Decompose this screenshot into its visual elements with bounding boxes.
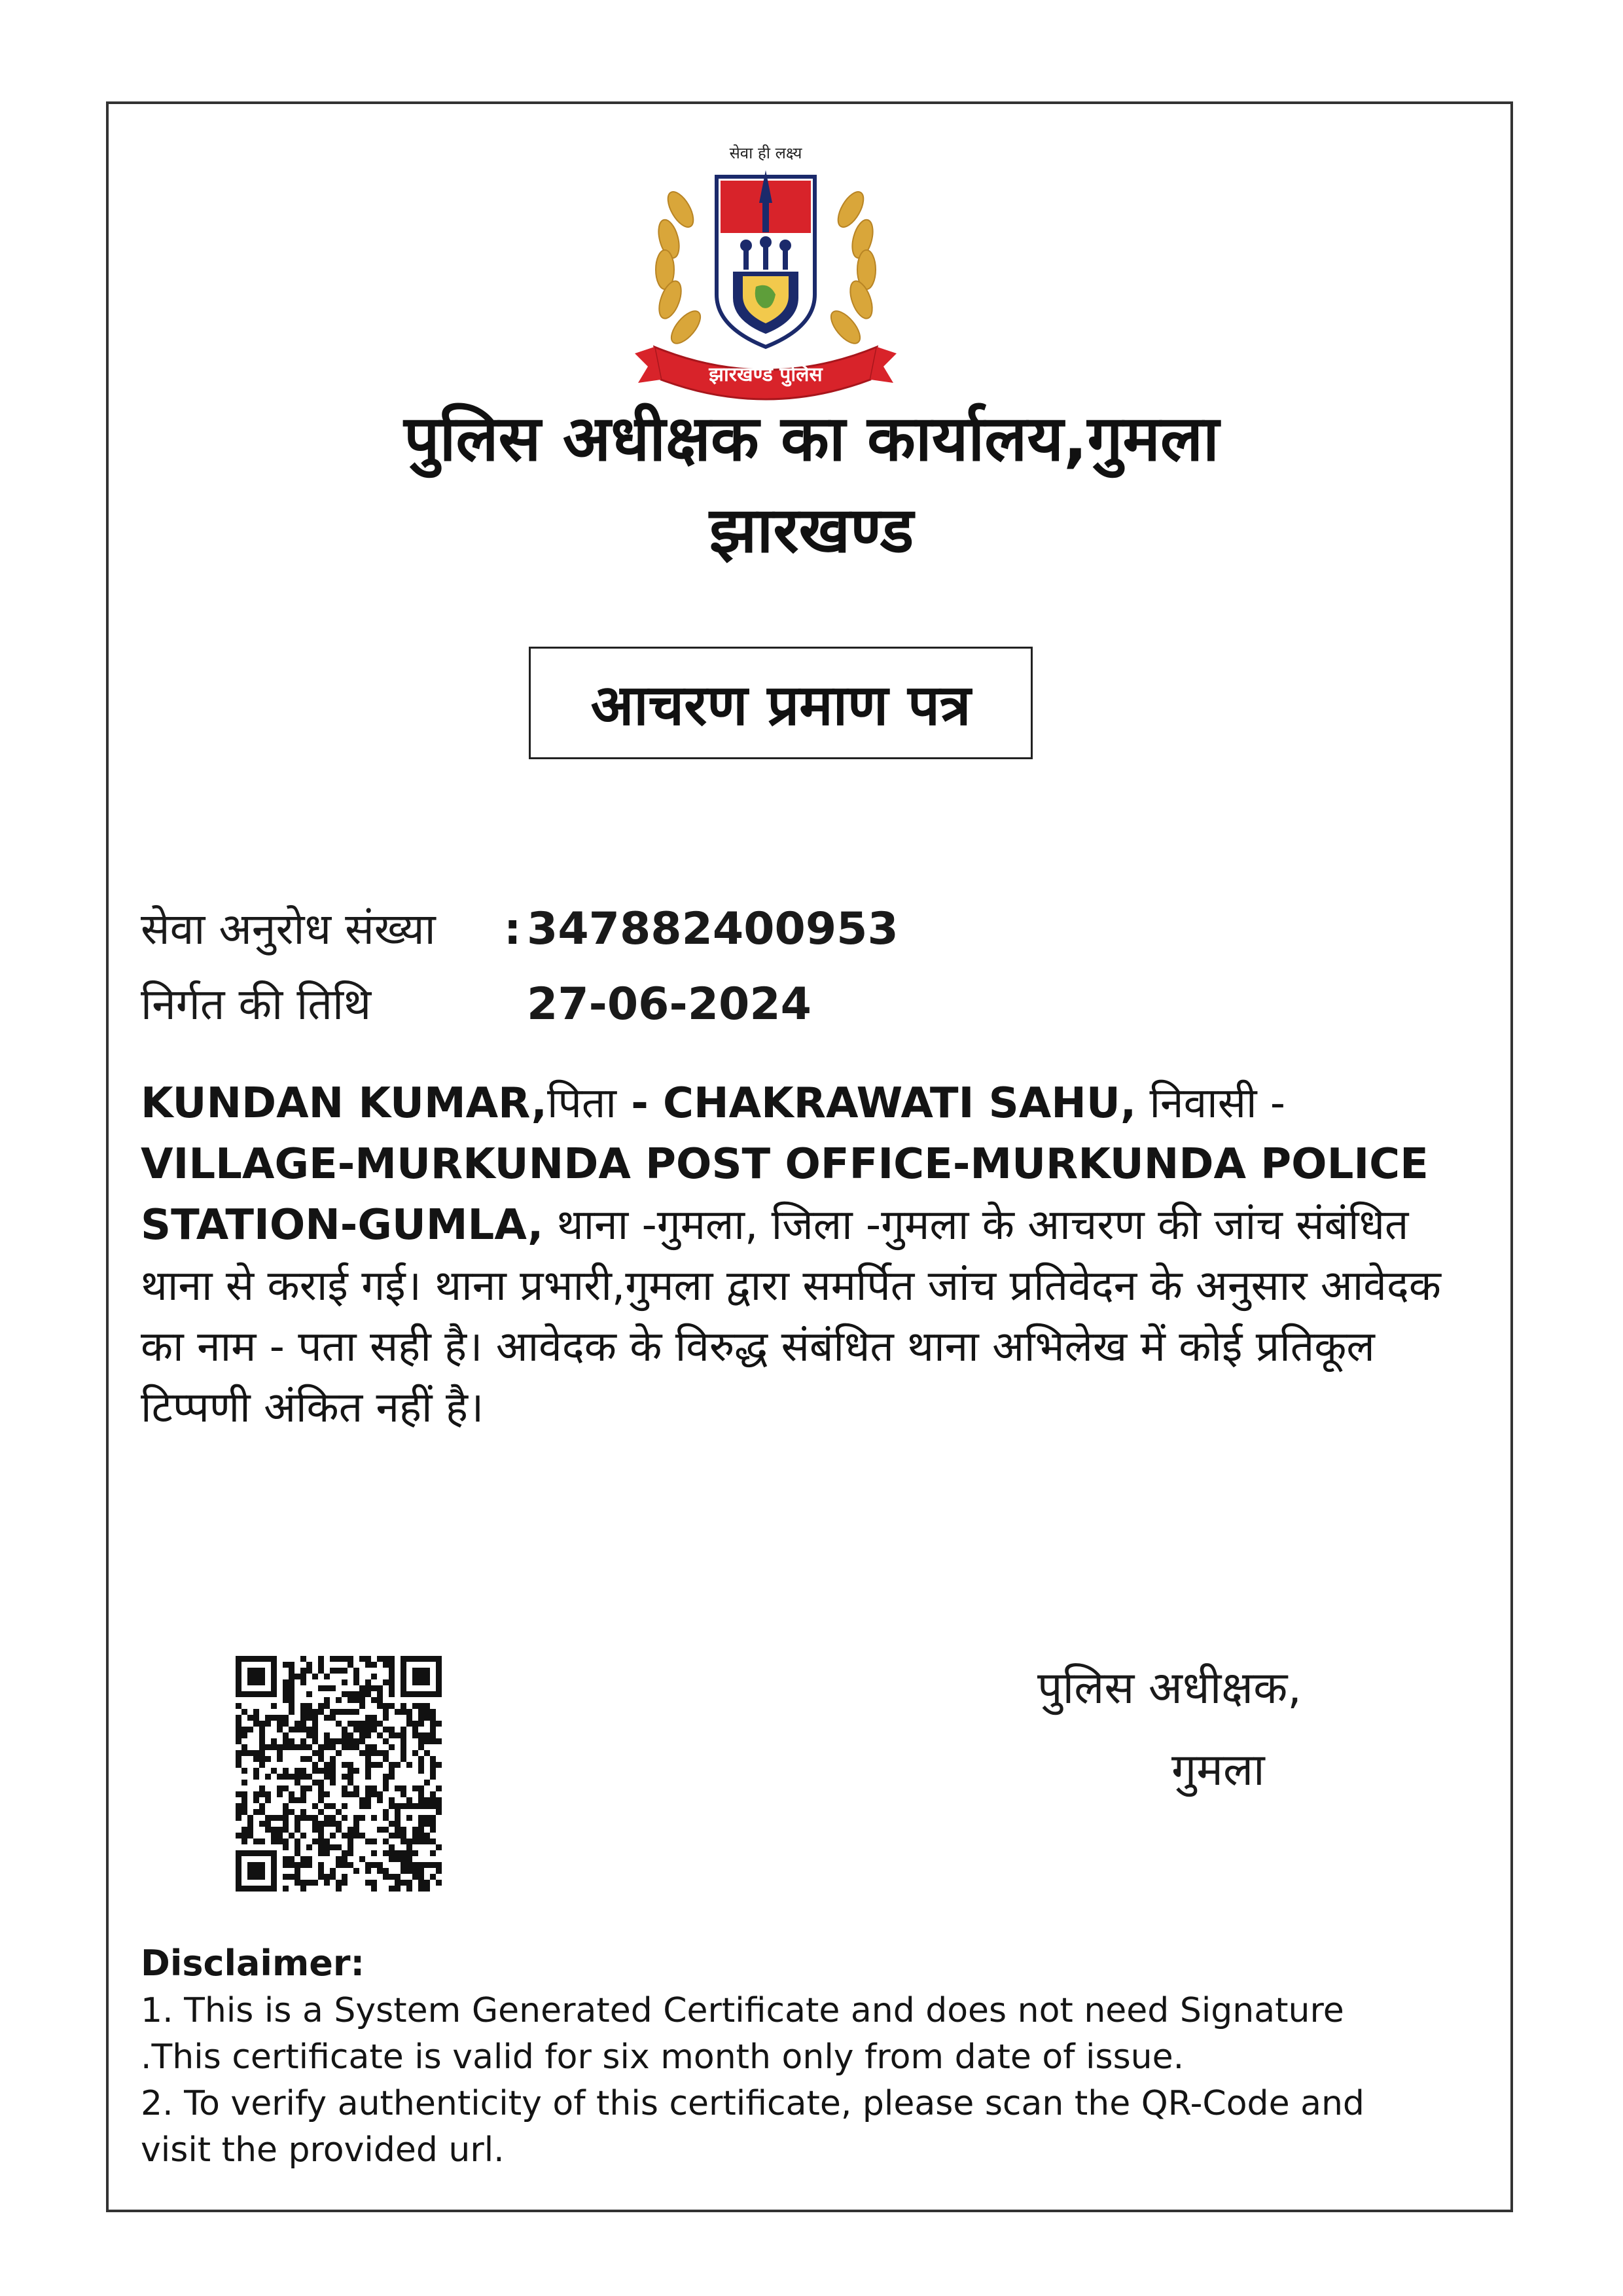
emblem-motto: सेवा ही लक्ष्य (729, 144, 802, 162)
father-separator: - (616, 1079, 664, 1128)
field-colon: : (504, 904, 522, 954)
applicant-name: KUNDAN KUMAR, (141, 1079, 547, 1128)
issue-date-label: निर्गत की तिथि (141, 979, 372, 1030)
father-label: पिता (546, 1079, 616, 1128)
certificate-title: आचरण प्रमाण पत्र (590, 672, 971, 738)
qr-code[interactable] (236, 1656, 442, 1892)
disclaimer-point-2: 2. To verify authenticity of this certificate, please scan the QR-Code and visit the provided url. (141, 2084, 1364, 2170)
body-statement: थाना -गुमला, जिला -गुमला के आचरण की जांच संबंधित थाना से कराई गई। थाना प्रभारी,गुमला द्वारा समर्पित जांच प्रतिवेदन के अनुसार आवेदक का नाम - पता सही है। आवेदक के विरुद्ध संबंधित थाना अभिलेख में कोई प्रतिकूल टिप्पणी अंकित नहीं है। (141, 1201, 1441, 1432)
father-name: CHAKRAWATI SAHU, (663, 1079, 1137, 1128)
signatory-place: गुमला (1171, 1744, 1265, 1796)
applicant-address: VILLAGE-MURKUNDA POST OFFICE-MURKUNDA POLICE STATION-GUMLA, (141, 1140, 1429, 1249)
service-request-label: सेवा अनुरोध संख्या (141, 904, 436, 954)
issue-date: 27-06-2024 (527, 978, 812, 1030)
certificate-body (141, 1073, 1489, 1439)
signatory-designation: पुलिस अधीक्षक, (1037, 1662, 1302, 1714)
service-request-number: 347882400953 (527, 903, 899, 955)
jharkhand-police-emblem (628, 131, 903, 412)
disclaimer-point-1: 1. This is a System Generated Certificate and does not need Signature .This certificate is valid for six month only from date of issue. (141, 1991, 1344, 2077)
state-title: झारखण्ड (709, 493, 914, 567)
emblem-ribbon-text: झारखण्ड पुलिस (709, 363, 823, 386)
certificate-title-box (529, 647, 1033, 759)
disclaimer-title: Disclaimer: (141, 1943, 365, 1984)
office-title: पुलिस अधीक्षक का कार्यालय,गुमला (404, 402, 1219, 475)
disclaimer-text (141, 1988, 1417, 2174)
resident-label: निवासी - (1136, 1079, 1286, 1128)
